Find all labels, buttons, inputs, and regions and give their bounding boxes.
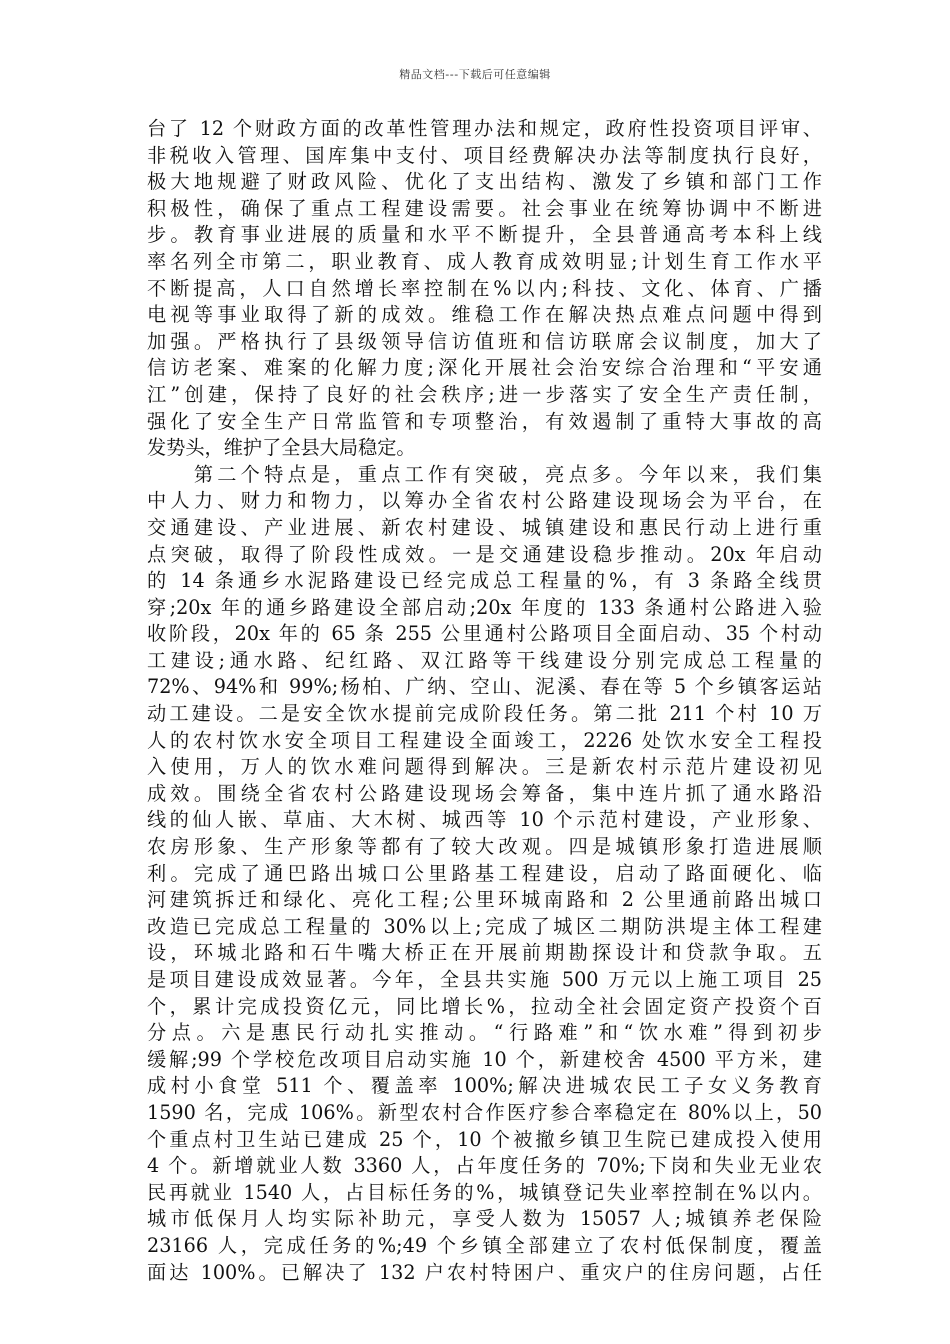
text-line: 设，环城北路和石牛嘴大桥正在开展前期勘探设计和贷款争取。五	[147, 941, 822, 965]
text-line: 率名列全市第二，职业教育、成人教育成效明显;计划生育工作水平	[147, 249, 822, 273]
text-line: 23166 人，完成任务的%;49 个乡镇全部建立了农村低保制度，覆盖	[147, 1233, 822, 1257]
text-line: 不断提高，人口自然增长率控制在%以内;科技、文化、体育、广播	[147, 276, 822, 300]
text-line: 穿;20x 年的通乡路建设全部启动;20x 年度的 133 条通村公路进入验	[147, 595, 822, 619]
paragraph-end-line: 发势头，维护了全县大局稳定。	[147, 436, 416, 460]
paragraph-start-line: 第二个特点是，重点工作有突破，亮点多。今年以来，我们集	[147, 462, 822, 486]
text-line: 信访老案、难案的化解力度;深化开展社会治安综合治理和“平安通	[147, 356, 822, 380]
text-line: 步。教育事业进展的质量和水平不断提升，全县普通高考本科上线	[147, 223, 822, 247]
text-line: 改造已完成总工程量的 30%以上;完成了城区二期防洪堤主体工程建	[147, 914, 822, 938]
text-line: 台了 12 个财政方面的改革性管理办法和规定，政府性投资项目评审、	[147, 117, 822, 140]
text-line: 1590 名，完成 106%。新型农村合作医疗参合率稳定在 80%以上，50	[147, 1100, 822, 1124]
text-line: 加强。严格执行了县级领导信访值班和信访联席会议制度，加大了	[147, 329, 822, 353]
text-line: 人的农村饮水安全项目工程建设全面竣工，2226 处饮水安全工程投	[147, 728, 822, 752]
text-line: 城市低保月人均实际补助元，享受人数为 15057 人;城镇养老保险	[147, 1207, 822, 1231]
document-body	[147, 116, 822, 1286]
text-line: 河建筑拆迁和绿化、亮化工程;公里环城南路和 2 公里通前路出城口	[147, 888, 822, 912]
text-line: 的 14 条通乡水泥路建设已经完成总工程量的%，有 3 条路全线贯	[147, 569, 822, 593]
text-line: 动工建设。二是安全饮水提前完成阶段任务。第二批 211 个村 10 万	[147, 702, 822, 726]
text-line: 线的仙人嵌、草庙、大木树、城西等 10 个示范村建设，产业形象、	[147, 808, 822, 832]
text-line: 面达 100%。已解决了 132 户农村特困户、重灾户的住房问题，占任	[147, 1260, 822, 1284]
text-line: 积极性，确保了重点工程建设需要。社会事业在统筹协调中不断进	[147, 196, 822, 220]
text-line: 电视等事业取得了新的成效。维稳工作在解决热点难点问题中得到	[147, 303, 822, 327]
text-line: 非税收入管理、国库集中支付、项目经费解决办法等制度执行良好，	[147, 143, 822, 167]
text-line: 强化了安全生产日常监管和专项整治，有效遏制了重特大事故的高	[147, 409, 822, 433]
text-line: 收阶段，20x 年的 65 条 255 公里通村公路项目全面启动、35 个村动	[147, 622, 822, 646]
text-line: 个重点村卫生站已建成 25 个，10 个被撤乡镇卫生院已建成投入使用	[147, 1127, 822, 1151]
text-line: 成效。围绕全省农村公路建设现场会筹备，集中连片抓了通水路沿	[147, 781, 822, 805]
text-line: 交通建设、产业进展、新农村建设、城镇建设和惠民行动上进行重	[147, 515, 822, 539]
text-line: 4 个。新增就业人数 3360 人，占年度任务的 70%;下岗和失业无业农	[147, 1154, 822, 1178]
text-line: 江”创建，保持了良好的社会秩序;进一步落实了安全生产责任制，	[147, 382, 822, 406]
text-line: 成村小食堂 511 个、覆盖率 100%;解决进城农民工子女义务教育	[147, 1074, 822, 1098]
text-line: 个，累计完成投资亿元，同比增长%，拉动全社会固定资产投资个百	[147, 994, 822, 1018]
text-line: 农房形象、生产形象等都有了较大改观。四是城镇形象打造进展顺	[147, 835, 822, 859]
text-line: 入使用，万人的饮水难问题得到解决。三是新农村示范片建设初见	[147, 755, 822, 779]
text-line: 中人力、财力和物力，以筹办全省农村公路建设现场会为平台，在	[147, 489, 822, 513]
text-line: 利。完成了通巴路出城口公里路基工程建设，启动了路面硬化、临	[147, 861, 822, 885]
text-line: 缓解;99 个学校危改项目启动实施 10 个，新建校舍 4500 平方米，建	[147, 1047, 822, 1071]
text-line: 极大地规避了财政风险、优化了支出结构、激发了乡镇和部门工作	[147, 170, 822, 194]
text-line: 工建设;通水路、纪红路、双江路等干线建设分别完成总工程量的	[147, 648, 822, 672]
text-line: 分点。六是惠民行动扎实推动。“行路难”和“饮水难”得到初步	[147, 1021, 822, 1045]
text-line: 点突破，取得了阶段性成效。一是交通建设稳步推动。20x 年启动	[147, 542, 822, 566]
text-line: 民再就业 1540 人，占目标任务的%，城镇登记失业率控制在%以内。	[147, 1180, 822, 1204]
text-line: 是项目建设成效显著。今年，全县共实施 500 万元以上施工项目 25	[147, 968, 822, 991]
page-header: 精品文档---下载后可任意编辑	[399, 68, 551, 81]
text-line: 72%、94%和 99%;杨柏、广纳、空山、泥溪、春在等 5 个乡镇客运站	[147, 675, 822, 699]
